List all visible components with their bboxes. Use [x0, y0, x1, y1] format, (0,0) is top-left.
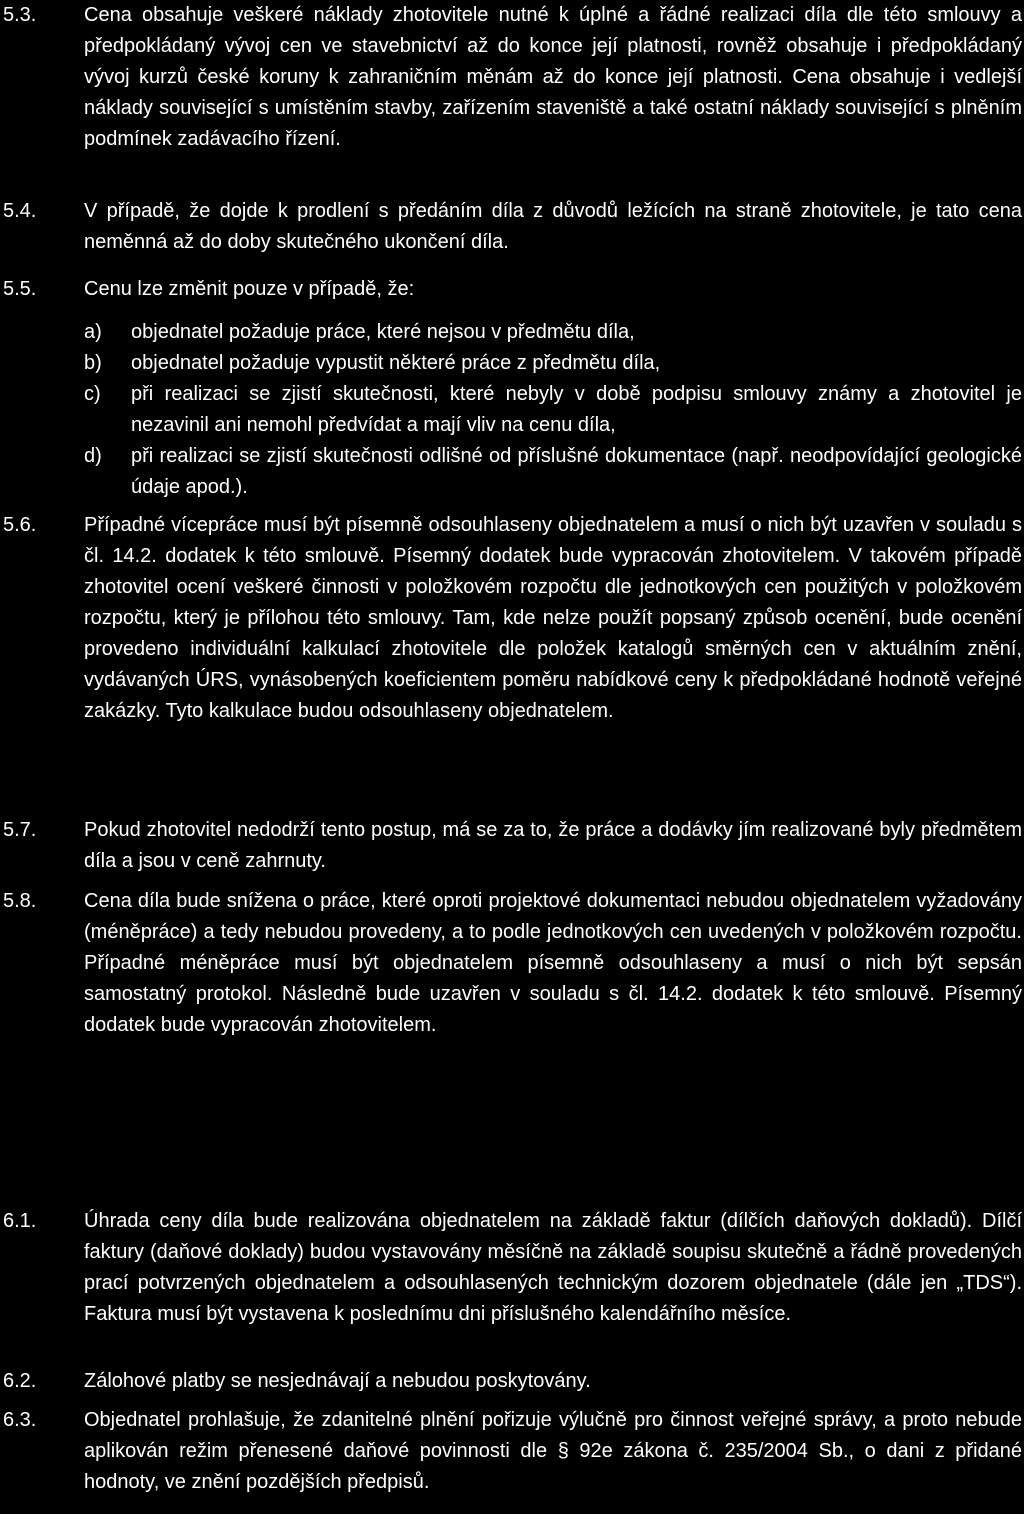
clause-number: 5.6.	[3, 514, 37, 536]
clause-number: 5.3.	[3, 4, 37, 26]
clause-text: Úhrada ceny díla bude realizována objednatelem na základě faktur (dílčích daňových dokladů). Dílčí faktury (daňové doklady) budou vystavovány měsíčně na základě soupisu skutečně a řádně provedených prací potvrzených objednatelem a odsouhlasených technickým dozorem objednatele (dále jen „TDS“). Faktura musí být vystavena k poslednímu dni příslušného kalendářního měsíce.	[84, 1210, 1022, 1325]
clause-number: 6.1.	[3, 1210, 37, 1232]
clause-text: Objednatel prohlašuje, že zdanitelné plnění pořizuje výlučně pro činnost veřejné správy, a proto nebude aplikován režim přenesené daňové povinnosti dle § 92e zákona č. 235/2004 Sb., o dani z přidané hodnoty, ve znění pozdějších předpisů.	[84, 1409, 1022, 1493]
list-item	[84, 317, 1022, 348]
clause-text: Cena obsahuje veškeré náklady zhotovitele nutné k úplné a řádné realizaci díla dle této smlouvy a předpokládaný vývoj cen ve stavebnictví až do konce její platnosti, rovněž obsahuje i předpokládaný vývoj kurzů české koruny k zahraničním měnám až do konce její platnosti. Cena obsahuje i vedlejší náklady související s umístěním stavby, zařízením staveniště a také ostatní náklady související s plněním podmínek zadávacího řízení.	[84, 4, 1022, 150]
list-item-letter: d)	[84, 445, 102, 467]
clause-number: 5.8.	[3, 890, 37, 912]
clause-text: Případné vícepráce musí být písemně odsouhlaseny objednatelem a musí o nich být uzavřen v souladu s čl. 14.2. dodatek k této smlouvě. Písemný dodatek bude vypracován zhotovitelem. V takovém případě zhotovitel ocení veškeré činnosti v položkovém rozpočtu dle jednotkových cen použitých v položkovém rozpočtu, který je přílohou této smlouvy. Tam, kde nelze použít popsaný způsob ocenění, bude ocenění provedeno individuální kalkulací zhotovitele dle položek katalogů směrných cen v aktuálním znění, vydávaných ÚRS, vynásobených koeficientem poměru nabídkové ceny k předpokládané hodnotě veřejné zakázky. Tyto kalkulace budou odsouhlaseny objednatelem.	[84, 514, 1022, 722]
clause-number: 5.5.	[3, 278, 37, 300]
list-item-text: při realizaci se zjistí skutečnosti, které nebyly v době podpisu smlouvy známy a zhotovitel je nezavinil ani nemohl předvídat a mají vliv na cenu díla,	[131, 383, 1022, 436]
clause-text: Cenu lze změnit pouze v případě, že:	[84, 278, 415, 300]
clause-5-5-list	[84, 317, 1022, 503]
list-item-text: objednatel požaduje vypustit některé práce z předmětu díla,	[131, 352, 661, 374]
clause-text: Zálohové platby se nesjednávají a nebudou poskytovány.	[84, 1370, 591, 1392]
clause-number: 6.3.	[3, 1409, 37, 1431]
list-item-letter: b)	[84, 352, 102, 374]
list-item-letter: a)	[84, 321, 102, 343]
list-item	[84, 379, 1022, 441]
list-item-text: při realizaci se zjistí skutečnosti odlišné od příslušné dokumentace (např. neodpovídající geologické údaje apod.).	[131, 445, 1022, 498]
clause-number: 5.4.	[3, 200, 37, 222]
list-item	[84, 441, 1022, 503]
clause-number: 6.2.	[3, 1370, 37, 1392]
clause-text: V případě, že dojde k prodlení s předáním díla z důvodů ležících na straně zhotovitele, je tato cena neměnná až do doby skutečného ukončení díla.	[84, 200, 1022, 253]
clause-text: Pokud zhotovitel nedodrží tento postup, má se za to, že práce a dodávky jím realizované byly předmětem díla a jsou v ceně zahrnuty.	[84, 819, 1022, 872]
clause-number: 5.7.	[3, 819, 37, 841]
clause-text: Cena díla bude snížena o práce, které oproti projektové dokumentaci nebudou objednatelem vyžadovány (méněpráce) a tedy nebudou provedeny, a to podle jednotkových cen uvedených v položkovém rozpočtu. Případné méněpráce musí být objednatelem písemně odsouhlaseny a musí o nich být sepsán samostatný protokol. Následně bude uzavřen v souladu s čl. 14.2. dodatek k této smlouvě. Písemný dodatek bude vypracován zhotovitelem.	[84, 890, 1022, 1036]
list-item-letter: c)	[84, 383, 101, 405]
list-item	[84, 348, 1022, 379]
list-item-text: objednatel požaduje práce, které nejsou v předmětu díla,	[131, 321, 635, 343]
